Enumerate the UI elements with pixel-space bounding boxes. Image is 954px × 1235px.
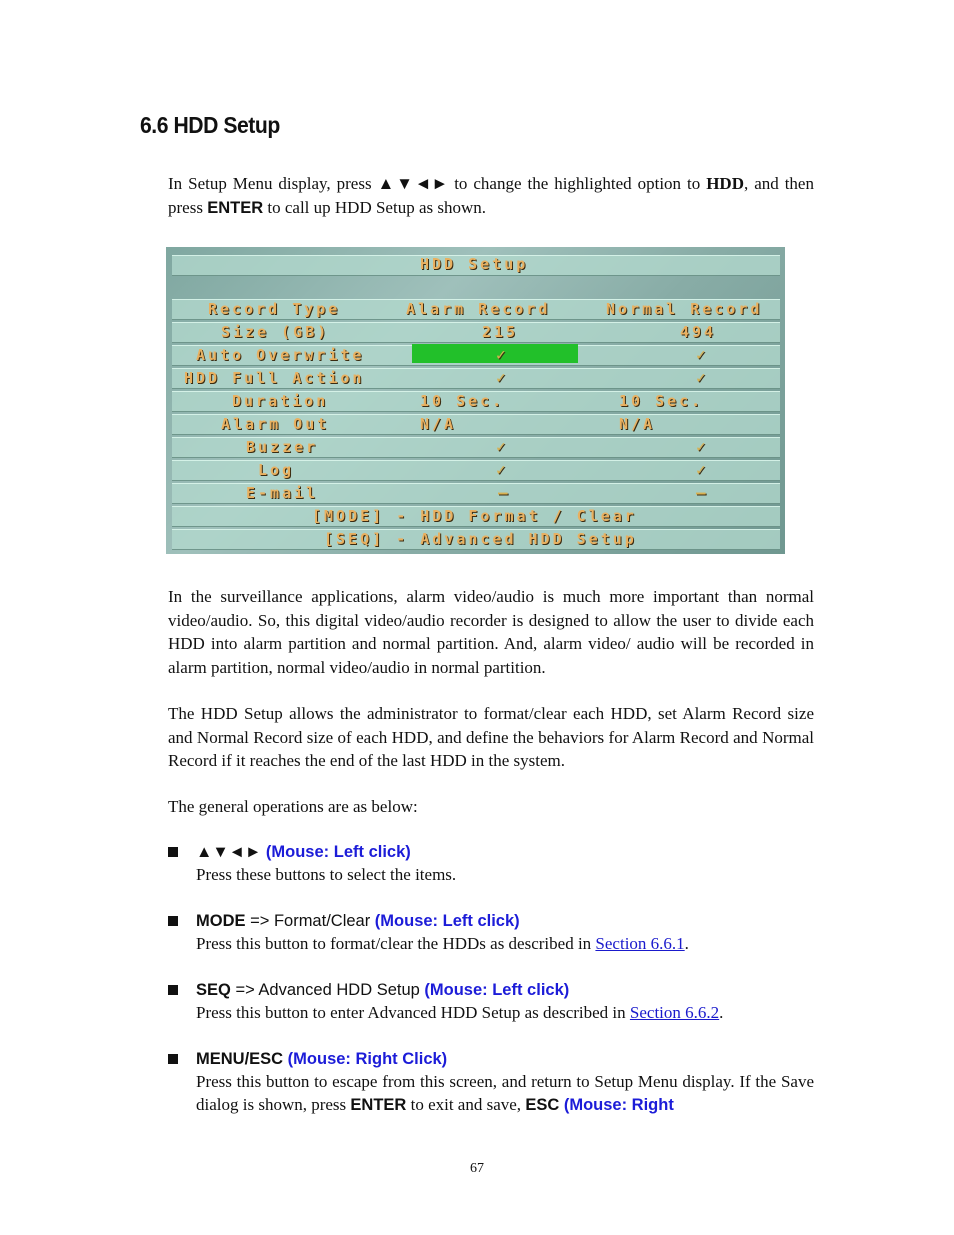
osd-cell: N/A [619, 415, 656, 433]
page-number: 67 [470, 1161, 484, 1176]
osd-cell: 215 [482, 323, 519, 341]
osd-cell: 494 [680, 323, 717, 341]
check-icon: ✓ [496, 368, 506, 387]
section-6-6-2-link[interactable]: Section 6.6.2 [629, 1003, 720, 1022]
osd-row-label: Log [258, 461, 295, 479]
check-icon: ✓ [696, 368, 706, 387]
osd-mode-line: [MODE] - HDD Format / Clear [312, 507, 637, 525]
section-heading: 6.6 HDD Setup [140, 112, 280, 138]
osd-cell: N/A [420, 415, 457, 433]
osd-row-label: HDD Full Action [184, 369, 365, 387]
osd-row-label: Buzzer [246, 438, 319, 456]
osd-row-label: Duration [232, 392, 329, 410]
paragraph-1: In the surveillance applications, alarm video/audio is much more important than normal video/audio. So, this digital video/audio recorder is designed to allow the user to divide each HDD into alarm partition and normal partition. And, alarm video/ audio will be recorded in alarm partition, normal video/audio in normal partition. [168, 587, 814, 677]
osd-row-label: E-mail [246, 484, 319, 502]
dash-icon: – [696, 483, 706, 502]
bullet-square-icon [168, 847, 178, 857]
paragraph-2: The HDD Setup allows the administrator to format/clear each HDD, set Alarm Record size and Normal Record size of each HDD, and define the behaviors for Alarm Record and Normal Record if it reaches the end of the last HDD in the system. [168, 704, 814, 770]
osd-row-label: Auto Overwrite [196, 346, 365, 364]
bullet-square-icon [168, 1054, 178, 1064]
intro-paragraph: In Setup Menu display, press ▲▼◄► to change the highlighted option to HDD, and then press ENTER to call up HDD Setup as shown. [168, 174, 814, 217]
dash-icon: – [498, 483, 508, 502]
bullet-square-icon [168, 985, 178, 995]
check-icon: ✓ [496, 345, 506, 364]
osd-row-label: Size (GB) [221, 323, 330, 341]
bullet-square-icon [168, 916, 178, 926]
osd-cell: 10 Sec. [619, 392, 704, 410]
osd-row-label: Record Type [208, 300, 341, 318]
paragraph-3: The general operations are as below: [168, 797, 418, 816]
check-icon: ✓ [696, 345, 706, 364]
check-icon: ✓ [496, 460, 506, 479]
check-icon: ✓ [696, 460, 706, 479]
osd-col-alarm: Alarm Record [406, 300, 551, 318]
hdd-setup-screenshot [166, 247, 785, 554]
check-icon: ✓ [496, 437, 506, 456]
osd-seq-line: [SEQ] - Advanced HDD Setup [324, 530, 637, 548]
check-icon: ✓ [696, 437, 706, 456]
section-6-6-1-link[interactable]: Section 6.6.1 [595, 934, 685, 953]
osd-highlight [412, 344, 578, 363]
osd-cell: 10 Sec. [420, 392, 505, 410]
osd-row-label: Alarm Out [221, 415, 330, 433]
osd-title: HDD Setup [420, 255, 529, 273]
osd-col-normal: Normal Record [606, 300, 763, 318]
